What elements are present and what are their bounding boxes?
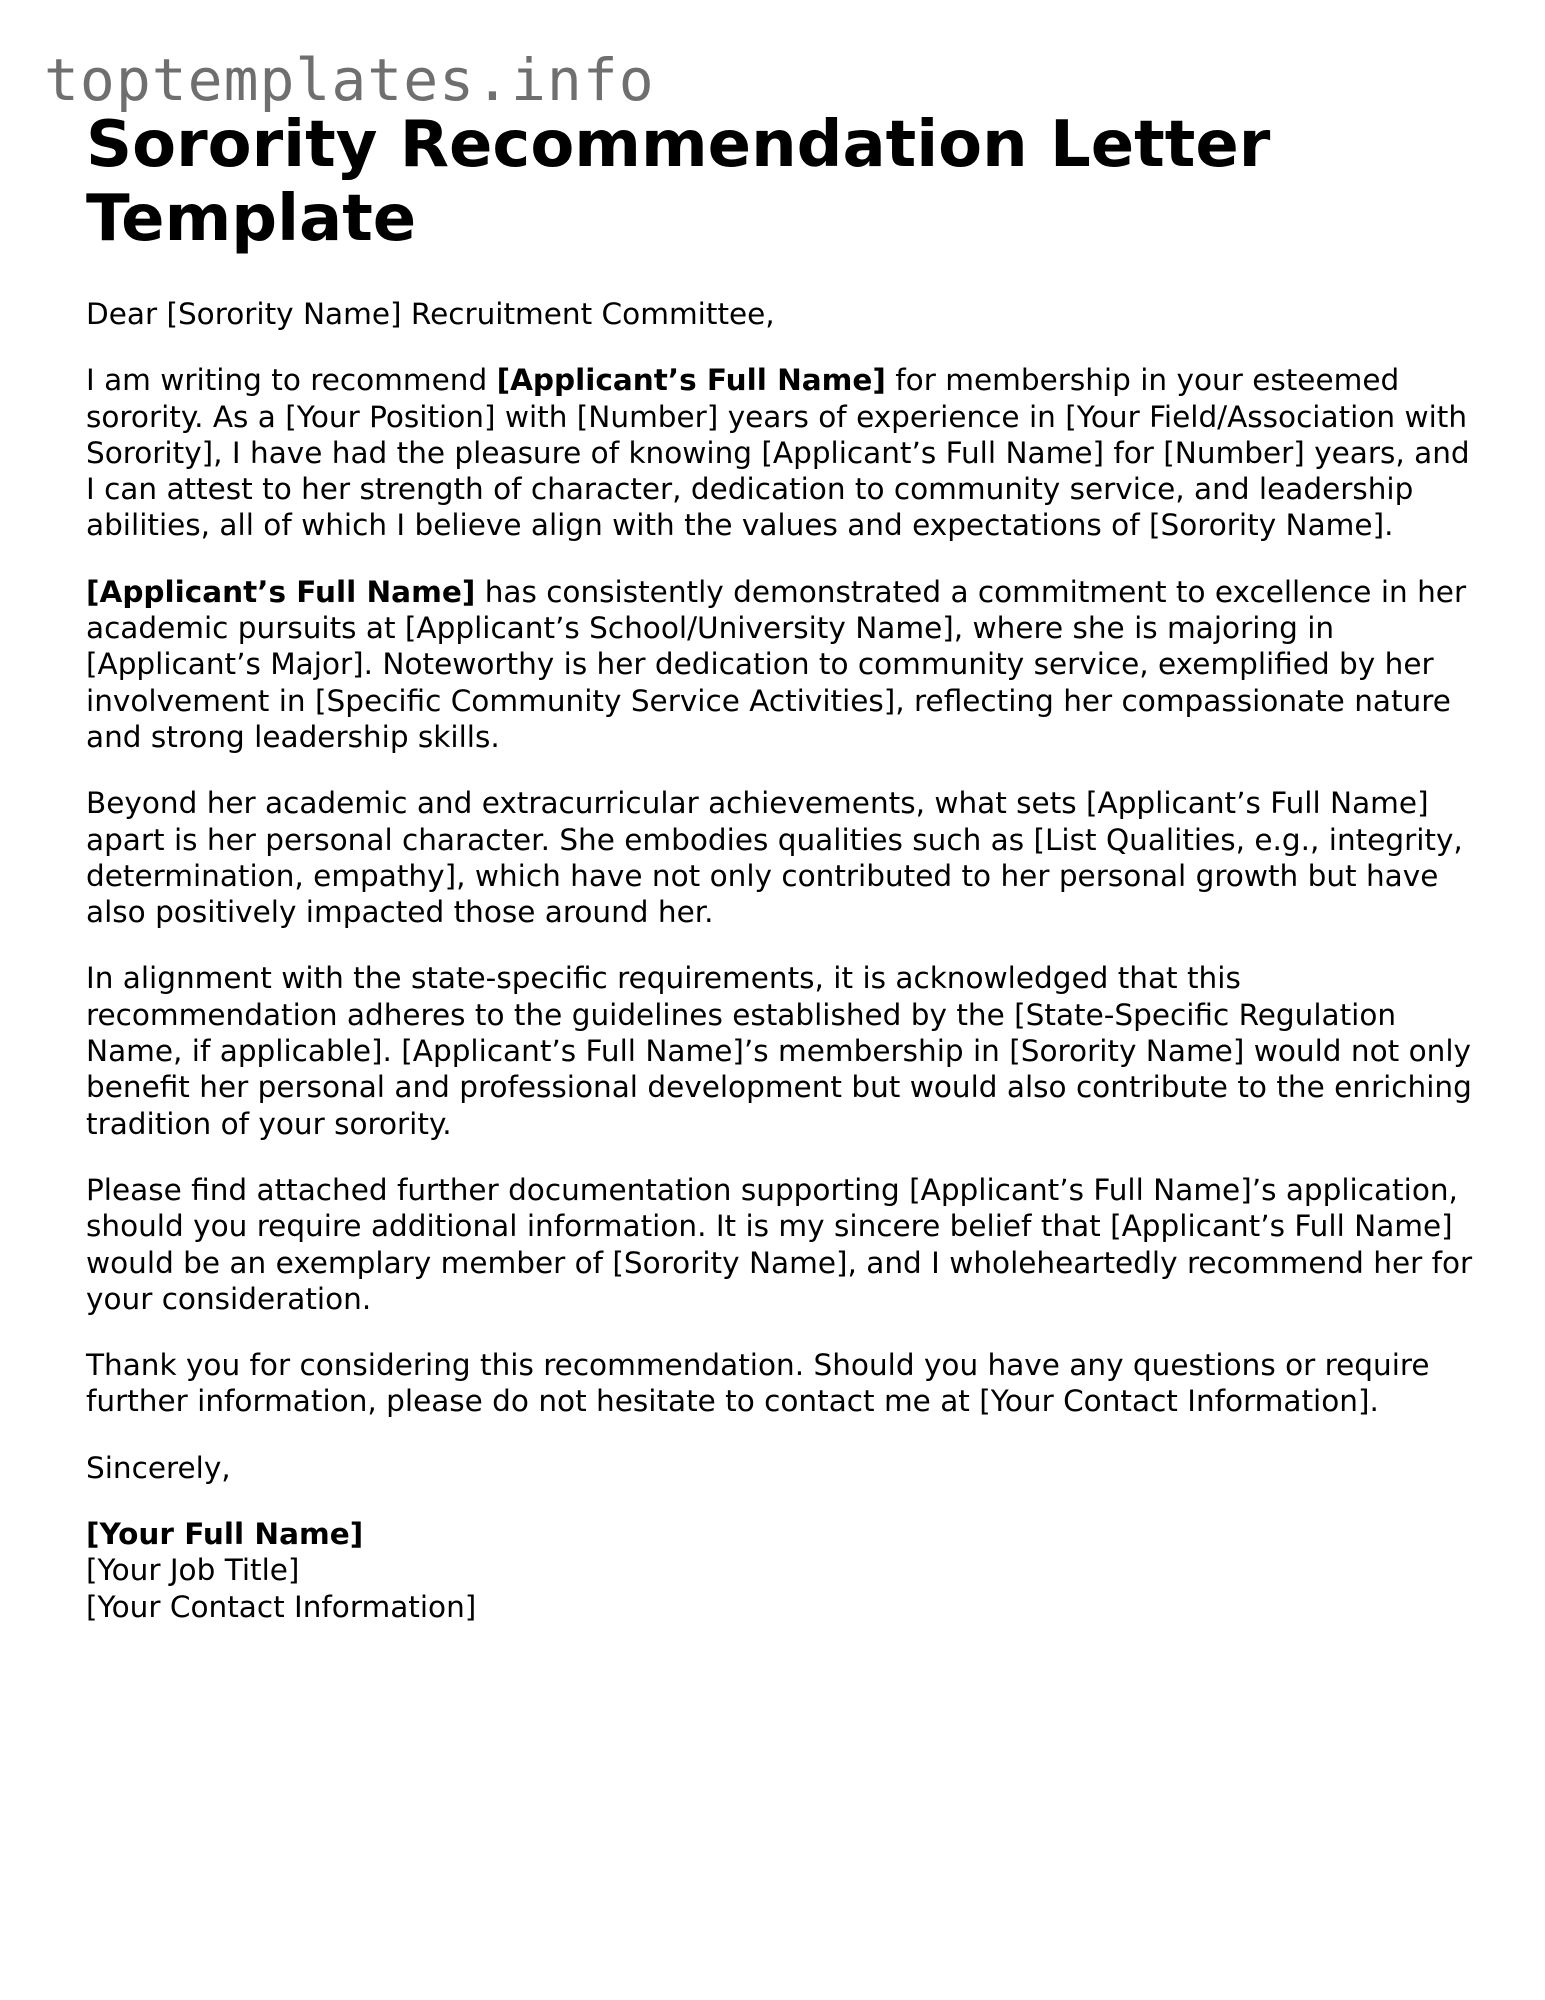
signature-job-title: [Your Job Title] <box>86 1553 300 1588</box>
paragraph-character: Beyond her academic and extracurricular achievements, what sets [Applicant’s Full Name] apart is her personal character. She embodies qualities such as [List Qualities, e.g., integrity, determination, empathy], which have not only contributed to her personal growth but have also positively impacted those around her. <box>86 786 1463 930</box>
signature-contact: [Your Contact Information] <box>86 1589 477 1624</box>
document-title: Sorority Recommendation Letter Template <box>86 108 1271 256</box>
letter-document <box>86 108 1476 1625</box>
intro-rest-text: for membership in your esteemed sorority. As a [Your Position] with [Number] years of experience in [Your Field/Association with Sorority], I have had the pleasure of knowing [Applicant’s Full Name] for [Number] years, and I can attest to her strength of character, dedication to community service, and leadership abilities, all of which I believe align with the values and expectations of [Sorority Name]. <box>86 363 1470 543</box>
paragraph-introduction <box>86 362 1476 543</box>
paragraph-state-requirements: In alignment with the state-specific requirements, it is acknowledged that this recommendation adheres to the guidelines established by the [State-Specific Regulation Name, if applicable]. [Applicant’s Full Name]’s membership in [Sorority Name] would not only benefit her personal and professional development but would also contribute to the enriching tradition of your sorority. <box>86 961 1472 1141</box>
letter-body <box>86 296 1476 1625</box>
applicant-name-placeholder: [Applicant’s Full Name] <box>86 574 476 609</box>
paragraph-documentation: Please find attached further documentation supporting [Applicant’s Full Name]’s application, should you require additional information. It is my sincere belief that [Applicant’s Full Name] would be an exemplary member of [Sorority Name], and I wholeheartedly recommend her for your consideration. <box>86 1172 1473 1316</box>
applicant-name-placeholder: [Applicant’s Full Name] <box>496 363 886 398</box>
paragraph-academics <box>86 574 1476 755</box>
signature-block <box>86 1516 1476 1625</box>
academics-text: has consistently demonstrated a commitment to excellence in her academic pursuits at [Applicant’s School/University Name], where she is majoring in [Applicant’s Major]. Noteworthy is her dedication to community service, exemplified by her involvement in [Specific Community Service Activities], reflecting her compassionate nature and strong leadership skills. <box>86 574 1467 754</box>
closing: Sincerely, <box>86 1450 231 1485</box>
intro-lead-text: I am writing to recommend <box>86 363 497 398</box>
site-watermark: toptemplates.info <box>44 46 655 114</box>
paragraph-thank-you: Thank you for considering this recommendation. Should you have any questions or require further information, please do not hesitate to contact me at [Your Contact Information]. <box>86 1348 1430 1419</box>
salutation: Dear [Sorority Name] Recruitment Committee, <box>86 297 775 331</box>
signature-name: [Your Full Name] <box>86 1517 364 1552</box>
